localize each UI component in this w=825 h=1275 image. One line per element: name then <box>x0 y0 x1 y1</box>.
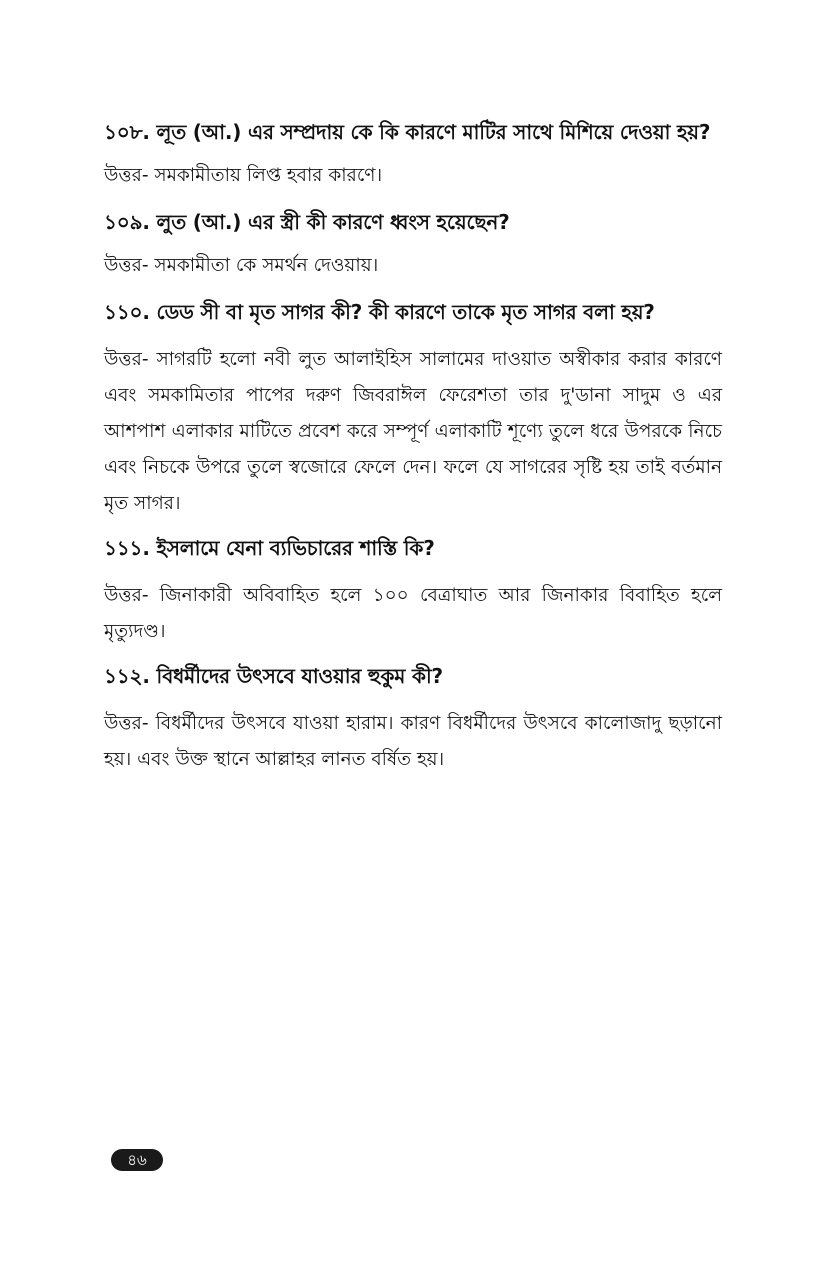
qa-item-108 <box>104 118 722 190</box>
qa-item-110 <box>104 298 722 522</box>
answer-110: উত্তর- সাগরটি হলো নবী লুত আলাইহিস সালামের দাওয়াত অস্বীকার করার কারণে এবং সমকামিতার পাপের দরুণ জিবরাঈল ফেরেশতা তার দু'ডানা সাদুম ও এর আশপাশ এলাকার মাটিতে প্রবেশ করে সম্পূর্ণ এলাকাটি শূণ্যে তুলে ধরে উপরকে নিচে এবং নিচকে উপরে তুলে স্বজোরে ফেলে দেন। ফলে যে সাগরের সৃষ্টি হয় তাই বর্তমান মৃত সাগর। <box>104 349 722 514</box>
question-108: ১০৮. লূত (আ.) এর সম্প্রদায় কে কি কারণে মাটির সাথে মিশিয়ে দেওয়া হয়? <box>104 120 711 144</box>
answer-108: উত্তর- সমকামীতায় লিপ্ত হবার কারণে। <box>104 165 383 186</box>
qa-item-109 <box>104 208 722 280</box>
answer-111: উত্তর- জিনাকারী অবিবাহিত হলে ১০০ বেত্রাঘাত আর জিনাকার বিবাহিত হলে মৃত্যুদণ্ড। <box>104 585 722 642</box>
question-111: ১১১. ইসলামে যেনা ব্যভিচারের শাস্তি কি? <box>104 536 435 560</box>
qa-item-112 <box>104 662 722 778</box>
page-content <box>104 118 722 790</box>
answer-112: উত্তর- বিধর্মীদের উৎসবে যাওয়া হারাম। কারণ বিধর্মীদের উৎসবে কালোজাদু ছড়ানো হয়। এবং উক্ত স্থানে আল্লাহর লানত বর্ষিত হয়। <box>104 713 722 770</box>
question-112: ১১২. বিধর্মীদের উৎসবে যাওয়ার হুকুম কী? <box>104 664 443 688</box>
page-number-badge: ৪৬ <box>111 1149 163 1171</box>
qa-item-111 <box>104 534 722 650</box>
question-109: ১০৯. লুত (আ.) এর স্ত্রী কী কারণে ধ্বংস হয়েছেন? <box>104 210 510 234</box>
question-110: ১১০. ডেড সী বা মৃত সাগর কী? কী কারণে তাকে মৃত সাগর বলা হয়? <box>104 300 655 324</box>
answer-109: উত্তর- সমকামীতা কে সমর্থন দেওয়ায়। <box>104 255 379 276</box>
